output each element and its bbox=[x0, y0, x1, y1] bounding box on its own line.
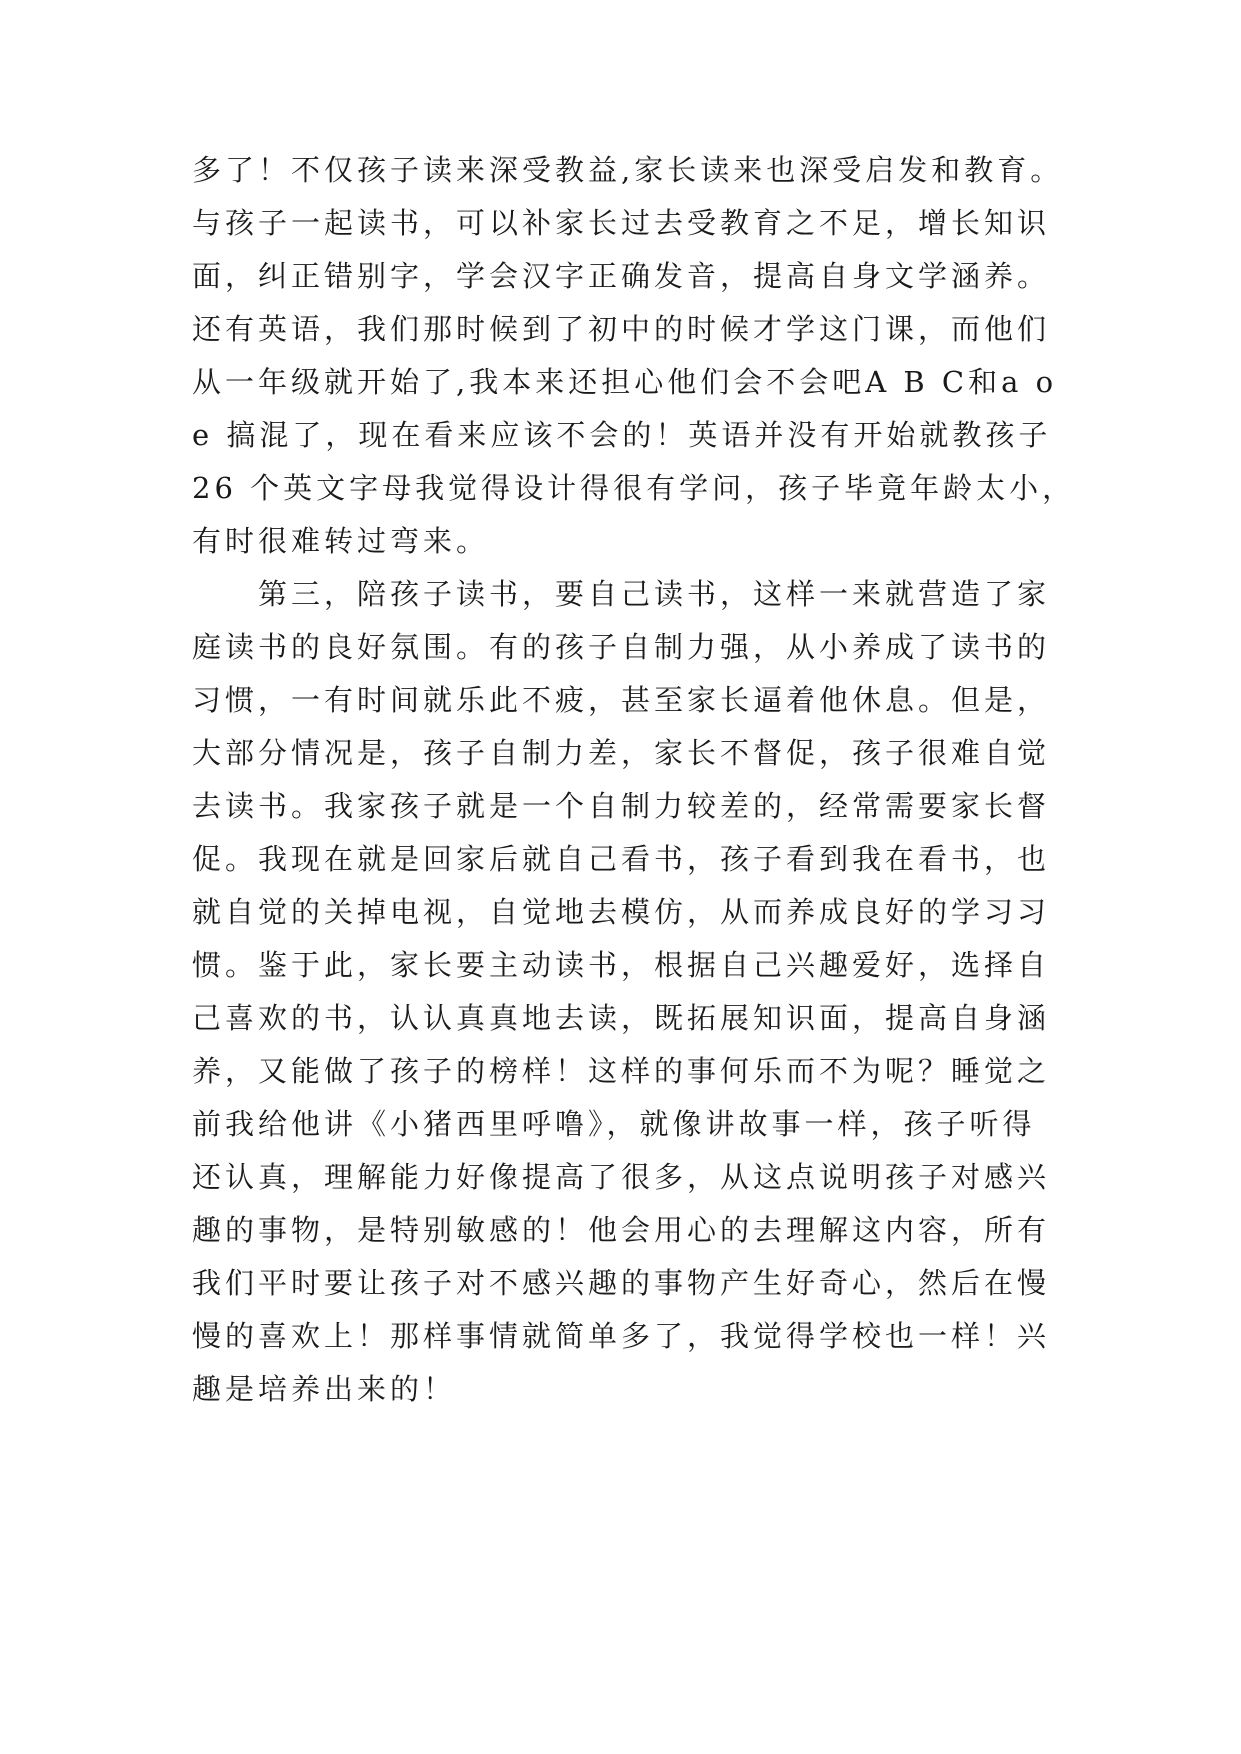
text-line: 就自觉的关掉电视，自觉地去模仿，从而养成良好的学习习 bbox=[192, 895, 1051, 929]
text-line: e 搞混了，现在看来应该不会的！英语并没有开始就教孩子 bbox=[192, 418, 1052, 452]
text-line: 习惯，一有时间就乐此不疲，甚至家长逼着他休息。但是， bbox=[192, 683, 1051, 717]
text-line: 大部分情况是，孩子自制力差，家长不督促，孩子很难自觉 bbox=[192, 736, 1051, 770]
text-line: 促。我现在就是回家后就自己看书，孩子看到我在看书，也 bbox=[192, 842, 1051, 876]
text-line: 惯。鉴于此，家长要主动读书，根据自己兴趣爱好，选择自 bbox=[192, 948, 1051, 982]
text-line: 前我给他讲《小猪西里呼噜》，就像讲故事一样，孩子听得 bbox=[192, 1107, 1036, 1141]
text-line: 庭读书的良好氛围。有的孩子自制力强，从小养成了读书的 bbox=[192, 630, 1051, 664]
text-line: 还有英语，我们那时候到了初中的时候才学这门课，而他们 bbox=[192, 312, 1051, 346]
text-line: 趣是培养出来的！ bbox=[192, 1372, 457, 1406]
text-line: 慢的喜欢上！那样事情就简单多了，我觉得学校也一样！兴 bbox=[192, 1319, 1051, 1353]
text-line: 从一年级就开始了,我本来还担心他们会不会吧A B C和a o bbox=[192, 365, 1058, 399]
text-line: 26 个英文字母我觉得设计得很有学问，孩子毕竟年龄太小， bbox=[192, 471, 1076, 505]
text-line: 面，纠正错别字，学会汉字正确发音，提高自身文学涵养。 bbox=[192, 259, 1051, 293]
text-line: 己喜欢的书，认认真真地去读，既拓展知识面，提高自身涵 bbox=[192, 1001, 1051, 1035]
text-line: 我们平时要让孩子对不感兴趣的事物产生好奇心，然后在慢 bbox=[192, 1266, 1051, 1300]
text-line: 养，又能做了孩子的榜样！这样的事何乐而不为呢？睡觉之 bbox=[192, 1054, 1051, 1088]
text-line: 与孩子一起读书，可以补家长过去受教育之不足，增长知识 bbox=[192, 206, 1051, 240]
text-line: 多了！不仅孩子读来深受教益,家长读来也深受启发和教育。 bbox=[192, 153, 1064, 187]
paragraph-first-line: 第三，陪孩子读书，要自己读书，这样一来就营造了家 bbox=[258, 577, 1051, 611]
text-line: 有时很难转过弯来。 bbox=[192, 524, 490, 558]
text-line: 趣的事物，是特别敏感的！他会用心的去理解这内容，所有 bbox=[192, 1213, 1051, 1247]
text-line: 去读书。我家孩子就是一个自制力较差的，经常需要家长督 bbox=[192, 789, 1051, 823]
text-line: 还认真，理解能力好像提高了很多，从这点说明孩子对感兴 bbox=[192, 1160, 1051, 1194]
